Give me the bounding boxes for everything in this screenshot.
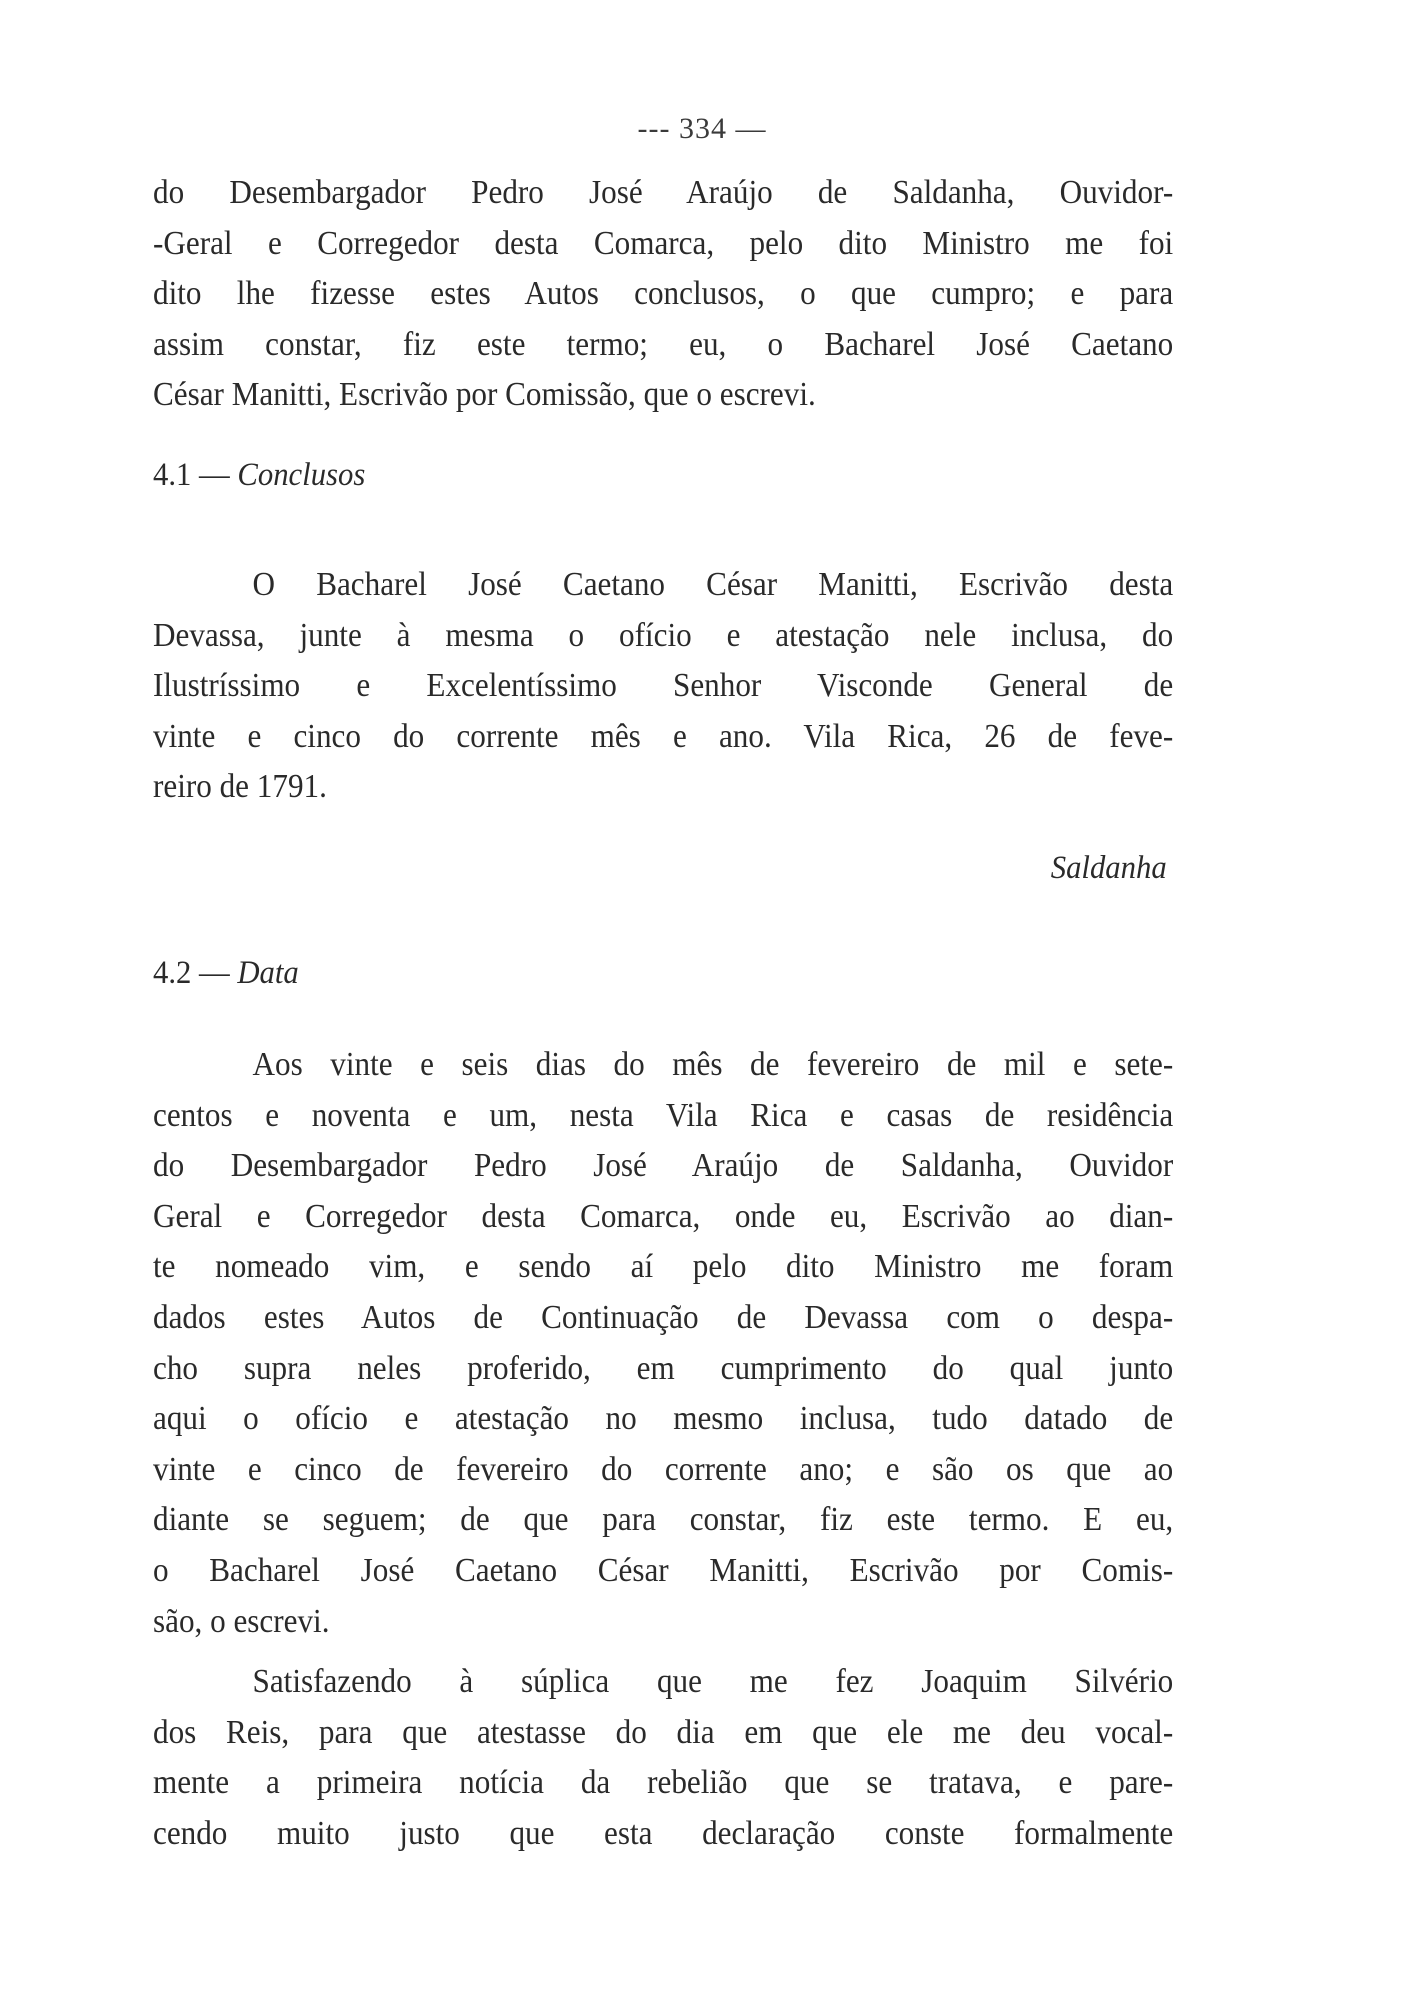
text-line: cho supra neles proferido, em cumprimento do qual junto [153,1349,1174,1387]
text-line: reiro de 1791. [153,768,327,806]
section-4-2-paragraph-2 [153,1657,1173,1859]
text-line: mente a primeira notícia da rebelião que se tratava, e pare- [153,1764,1174,1802]
text-line: vinte e cinco do corrente mês e ano. Vila Rica, 26 de feve- [153,717,1174,755]
text-line: dito lhe fizesse estes Autos conclusos, o que cumpro; e para [153,275,1174,313]
opening-paragraph [153,168,1173,421]
text-line: do Desembargador Pedro José Araújo de Saldanha, Ouvidor- [153,174,1174,211]
text-line: cendo muito justo que esta declaração conste formalmente [153,1814,1174,1852]
section-heading-4-1 [153,457,365,494]
text-line: são, o escrevi. [153,1602,330,1640]
text-line: diante se seguem; de que para constar, fiz este termo. E eu, [153,1501,1174,1539]
text-line: César Manitti, Escrivão por Comissão, que o escrevi. [153,376,816,414]
text-line: Geral e Corregedor desta Comarca, onde eu, Escrivão ao dian- [153,1197,1174,1235]
section-title: Conclusos [237,457,366,493]
section-number: 4.1 — [153,457,238,493]
text-line: O Bacharel José Caetano César Manitti, Escrivão desta [252,566,1174,603]
text-line: do Desembargador Pedro José Araújo de Saldanha, Ouvidor [153,1147,1174,1185]
page-number: --- 334 — [637,112,767,145]
text-line: vinte e cinco de fevereiro do corrente ano; e são os que ao [153,1450,1174,1488]
text-line: o Bacharel José Caetano César Manitti, Escrivão por Comis- [153,1551,1174,1589]
text-line: dos Reis, para que atestasse do dia em que ele me deu vocal- [153,1713,1174,1751]
text-line: centos e noventa e um, nesta Vila Rica e casas de residência [153,1096,1174,1134]
text-line: -Geral e Corregedor desta Comarca, pelo dito Ministro me foi [153,224,1174,262]
text-line: Satisfazendo à súplica que me fez Joaquim Silvério [252,1663,1174,1700]
signature: Saldanha [1051,850,1167,886]
section-heading-4-2 [153,955,299,992]
section-number: 4.2 — [153,955,238,991]
section-4-2-paragraph-1 [153,1040,1173,1647]
text-line: Aos vinte e seis dias do mês de fevereiro de mil e sete- [252,1046,1174,1083]
text-line: Devassa, junte à mesma o ofício e atestação nele inclusa, do [153,616,1174,654]
text-line: te nomeado vim, e sendo aí pelo dito Ministro me foram [153,1248,1174,1286]
text-line: dados estes Autos de Continuação de Devassa com o despa- [153,1298,1174,1336]
text-line: assim constar, fiz este termo; eu, o Bacharel José Caetano [153,325,1174,363]
text-line: aqui o ofício e atestação no mesmo inclusa, tudo datado de [153,1400,1174,1438]
text-line: Ilustríssimo e Excelentíssimo Senhor Visconde General de [153,667,1174,705]
section-title: Data [237,955,299,991]
section-4-1-paragraph [153,560,1173,813]
